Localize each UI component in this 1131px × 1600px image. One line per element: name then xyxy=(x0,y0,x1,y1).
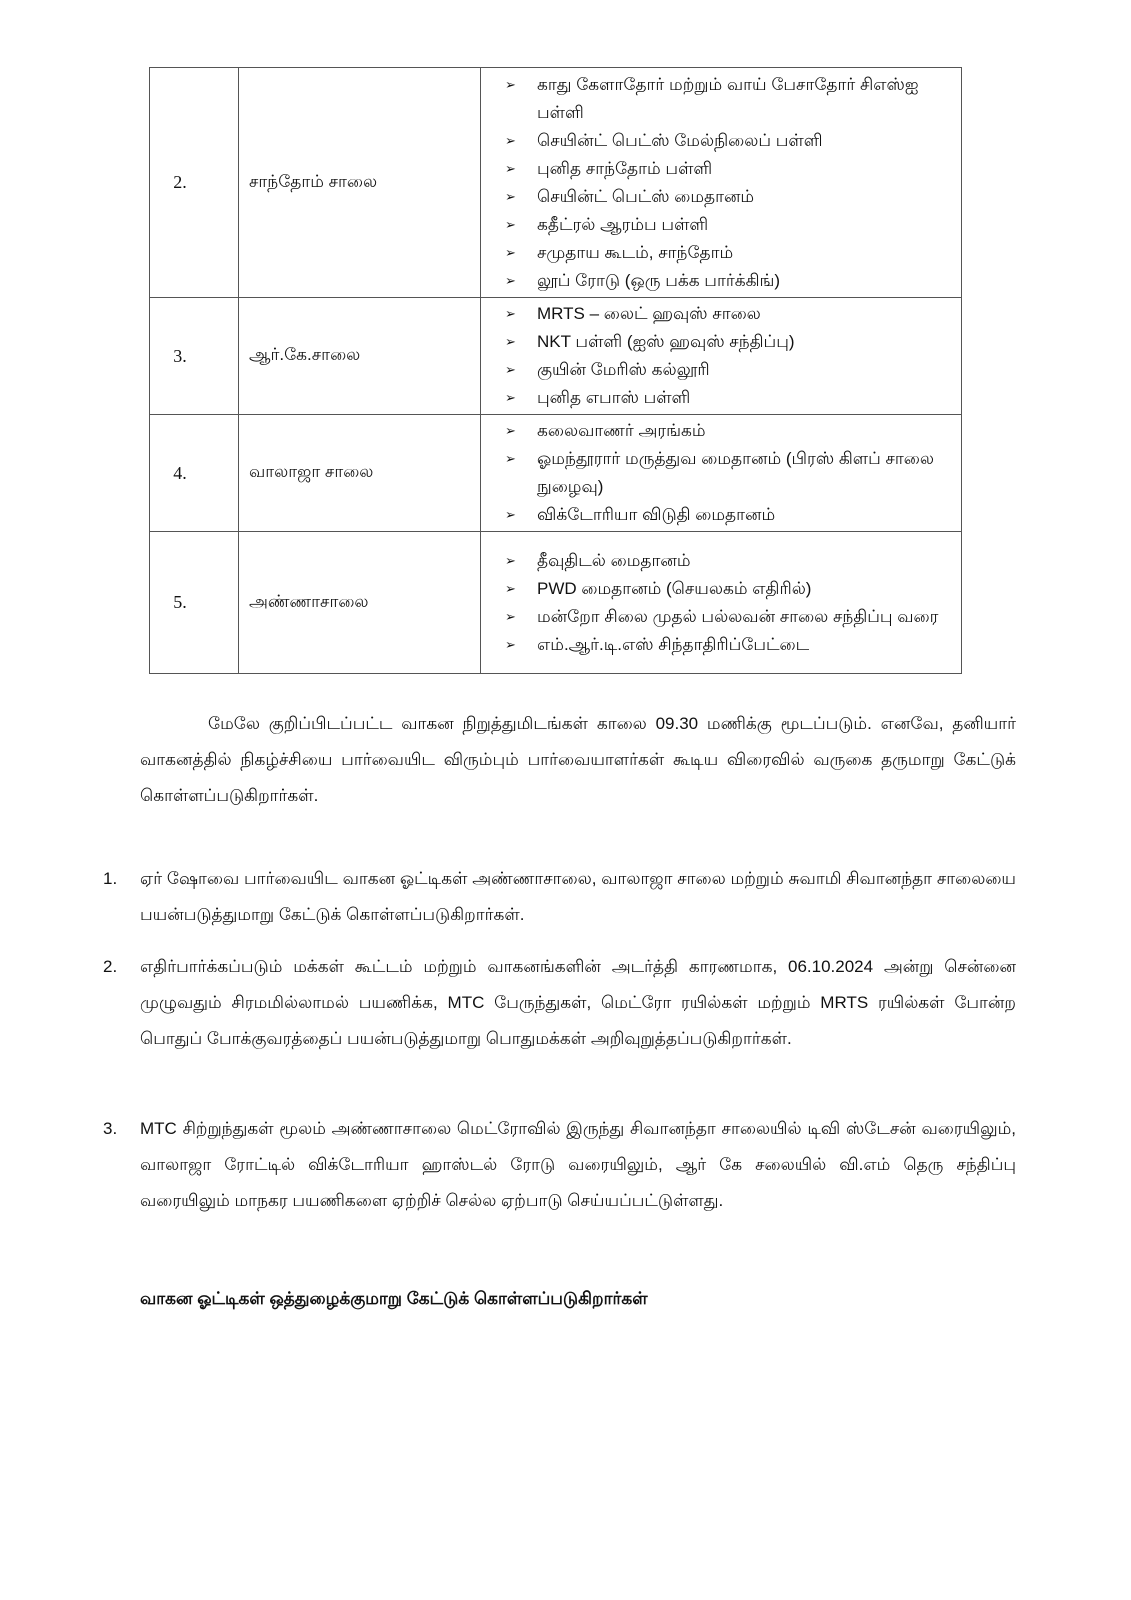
serial-number: 2. xyxy=(173,172,187,192)
parking-places-cell xyxy=(481,532,962,674)
list-item: ➢ கலைவாணர் அரங்கம் xyxy=(505,417,955,445)
arrow-bullet-icon: ➢ xyxy=(505,451,516,466)
item-text: எதிர்பார்க்கப்படும் மக்கள் கூட்டம் மற்றும் வாகனங்களின் அடர்த்தி காரணமாக, 06.10.2024 அன்று சென்னை முழுவதும் சிரமமில்லாமல் பயணிக்க, MTC பேருந்துகள், மெட்ரோ ரயில்கள் மற்றும் MRTS ரயில்கள் போன்ற பொதுப் போக்குவரத்தைப் பயன்படுத்துமாறு பொதுமக்கள் அறிவுறுத்தப்படுகிறார்கள். xyxy=(140,957,1016,1048)
list-item: ➢ கதீட்ரல் ஆரம்ப பள்ளி xyxy=(505,211,955,239)
arrow-bullet-icon: ➢ xyxy=(505,580,516,596)
arrow-bullet-icon: ➢ xyxy=(505,362,516,377)
arrow-bullet-icon: ➢ xyxy=(505,244,516,260)
arrow-bullet-icon: ➢ xyxy=(505,608,516,624)
list-item: ➢ செயின்ட் பெட்ஸ் மைதானம் xyxy=(505,183,955,211)
road-name: வாலாஜா சாலை xyxy=(249,462,374,481)
list-item: ➢ புனித எபாஸ் பள்ளி xyxy=(505,384,955,412)
item-number: 1. xyxy=(103,869,118,888)
road-name: சாந்தோம் சாலை xyxy=(249,171,378,191)
list-item: ➢ குயின் மேரிஸ் கல்லூரி xyxy=(505,356,955,384)
arrow-bullet-icon: ➢ xyxy=(505,552,516,568)
serial-number: 5. xyxy=(173,592,187,612)
numbered-item xyxy=(103,949,1016,1057)
item-text: ஏர் ஷோவை பார்வையிட வாகன ஓட்டிகள் அண்ணாசாலை, வாலாஜா சாலை மற்றும் சுவாமி சிவானந்தா சாலையை பயன்படுத்துமாறு கேட்டுக் கொள்ளப்படுகிறார்கள். xyxy=(140,869,1016,924)
item-number: 2. xyxy=(103,957,118,976)
road-name-cell xyxy=(239,415,481,532)
road-name: ஆர்.கே.சாலை xyxy=(249,345,361,364)
road-name-cell xyxy=(239,68,481,298)
road-name-cell xyxy=(239,532,481,674)
table-row xyxy=(150,415,962,532)
item-number: 3. xyxy=(103,1119,118,1138)
arrow-bullet-icon: ➢ xyxy=(505,188,516,204)
list-item: ➢ புனித சாந்தோம் பள்ளி xyxy=(505,155,955,183)
arrow-bullet-icon: ➢ xyxy=(505,132,516,148)
serial-number-cell xyxy=(150,532,239,674)
parking-places-cell xyxy=(481,415,962,532)
arrow-bullet-icon: ➢ xyxy=(505,216,516,232)
table-row xyxy=(150,68,962,298)
serial-number: 4. xyxy=(173,462,187,483)
arrow-bullet-icon: ➢ xyxy=(505,334,516,349)
arrow-bullet-icon: ➢ xyxy=(505,306,516,321)
parking-places-cell xyxy=(481,298,962,415)
closing-note: வாகன ஓட்டிகள் ஒத்துழைக்குமாறு கேட்டுக் கொள்ளப்படுகிறார்கள் xyxy=(140,1289,648,1308)
list-item: ➢ செயின்ட் பெட்ஸ் மேல்நிலைப் பள்ளி xyxy=(505,127,955,155)
arrow-bullet-icon: ➢ xyxy=(505,160,516,176)
serial-number: 3. xyxy=(173,345,187,366)
arrow-bullet-icon: ➢ xyxy=(505,76,516,92)
arrow-bullet-icon: ➢ xyxy=(505,507,516,522)
list-item: ➢ சமுதாய கூடம், சாந்தோம் xyxy=(505,239,955,267)
list-item: ➢ மன்றோ சிலை முதல் பல்லவன் சாலை சந்திப்பு வரை xyxy=(505,603,955,631)
parking-places-list xyxy=(505,71,955,295)
serial-number-cell xyxy=(150,68,239,298)
list-item: ➢ எம்.ஆர்.டி.எஸ் சிந்தாதிரிப்பேட்டை xyxy=(505,631,955,659)
arrow-bullet-icon: ➢ xyxy=(505,272,516,288)
road-name-cell xyxy=(239,298,481,415)
list-item: ➢ MRTS – லைட் ஹவுஸ் சாலை xyxy=(505,300,955,328)
arrow-bullet-icon: ➢ xyxy=(505,390,516,405)
numbered-item xyxy=(103,861,1016,933)
numbered-item xyxy=(103,1111,1016,1219)
list-item: ➢ காது கேளாதோர் மற்றும் வாய் பேசாதோர் சிஎஸ்ஐ பள்ளி xyxy=(505,71,955,127)
list-item: ➢ NKT பள்ளி (ஐஸ் ஹவுஸ் சந்திப்பு) xyxy=(505,328,955,356)
item-text: MTC சிற்றுந்துகள் மூலம் அண்ணாசாலை மெட்ரோவில் இருந்து சிவானந்தா சாலையில் டிவி ஸ்டேசன் வரையிலும், வாலாஜா ரோட்டில் விக்டோரியா ஹாஸ்டல் ரோடு வரையிலும், ஆர் கே சலையில் வி.எம் தெரு சந்திப்பு வரையிலும் மாநகர பயணிகளை ஏற்றிச் செல்ல ஏற்பாடு செய்யப்பட்டுள்ளது. xyxy=(140,1119,1016,1210)
intro-paragraph: மேலே குறிப்பிடப்பட்ட வாகன நிறுத்துமிடங்கள் காலை 09.30 மணிக்கு மூடப்படும். எனவே, தனியார் வாகனத்தில் நிகழ்ச்சியை பார்வையிட விரும்பும் பார்வையாளர்கள் கூடிய விரைவில் வருகை தருமாறு கேட்டுக் கொள்ளப்படுகிறார்கள். xyxy=(140,714,1016,805)
list-item: ➢ ஓமந்தூரார் மருத்துவ மைதானம் (பிரஸ் கிளப் சாலை நுழைவு) xyxy=(505,445,955,501)
parking-places-list xyxy=(505,547,955,659)
parking-places-list xyxy=(505,300,955,412)
table-row xyxy=(150,298,962,415)
serial-number-cell xyxy=(150,298,239,415)
arrow-bullet-icon: ➢ xyxy=(505,423,516,438)
list-item: ➢ லூப் ரோடு (ஒரு பக்க பார்க்கிங்) xyxy=(505,267,955,295)
list-item: ➢ விக்டோரியா விடுதி மைதானம் xyxy=(505,501,955,529)
table-row xyxy=(150,532,962,674)
parking-locations-table xyxy=(149,67,962,674)
serial-number-cell xyxy=(150,415,239,532)
arrow-bullet-icon: ➢ xyxy=(505,636,516,652)
parking-places-cell xyxy=(481,68,962,298)
list-item: ➢ தீவுதிடல் மைதானம் xyxy=(505,547,955,575)
list-item: ➢ PWD மைதானம் (செயலகம் எதிரில்) xyxy=(505,575,955,603)
parking-places-list xyxy=(505,417,955,529)
road-name: அண்ணாசாலை xyxy=(249,591,369,611)
